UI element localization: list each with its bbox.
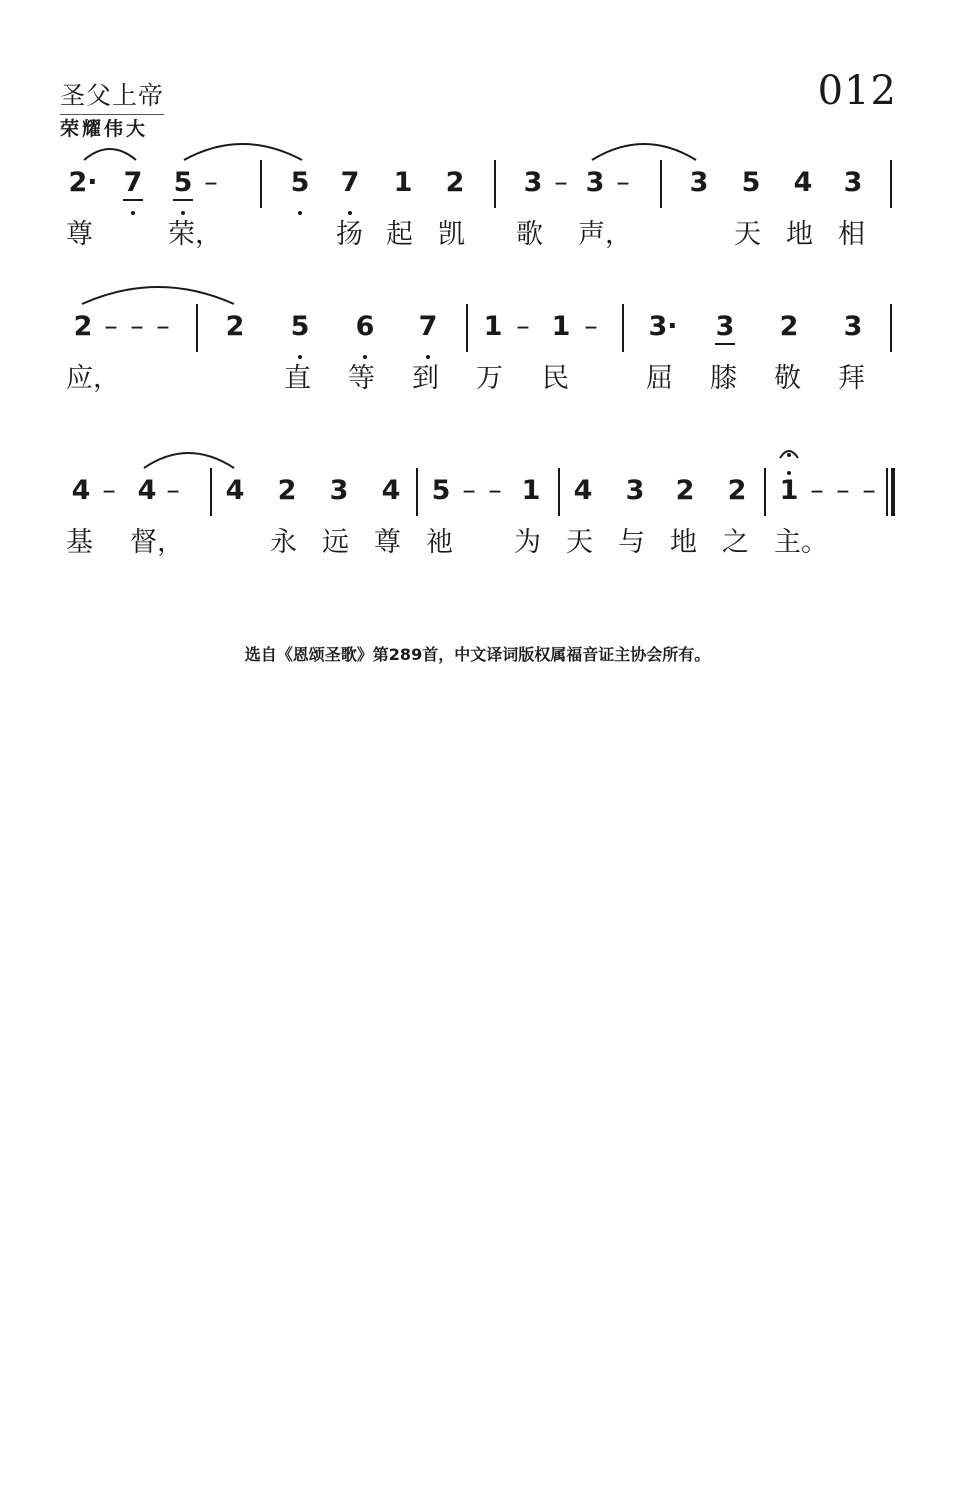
lyric: 地: [786, 219, 813, 250]
note: 1: [393, 167, 413, 198]
note: 4: [137, 475, 157, 506]
lyric: 荣，: [168, 219, 222, 250]
lyric: 与: [618, 527, 645, 558]
note: 4: [225, 475, 245, 506]
note-dash: –: [166, 475, 180, 506]
barline: [494, 160, 496, 208]
lyric: 天: [566, 527, 593, 558]
note: 6: [350, 312, 380, 342]
note-dash: –: [104, 311, 118, 342]
lyric: 屈: [646, 363, 673, 394]
note-dash: –: [554, 167, 568, 198]
note-dash: –: [862, 475, 876, 506]
note-dash: –: [130, 311, 144, 342]
lyric: 扬: [336, 219, 363, 250]
barline: [210, 468, 212, 516]
lyric: 为: [514, 527, 541, 558]
lyric: 主。: [774, 527, 828, 558]
lyric: 永: [270, 527, 297, 558]
note: 5: [741, 167, 761, 198]
slur: [78, 278, 240, 308]
note: 1: [551, 311, 571, 342]
lyric: 歌: [516, 219, 543, 250]
note-dash: –: [584, 311, 598, 342]
note: 2: [225, 311, 245, 342]
lyric: 民: [542, 363, 569, 394]
lyric: 敬: [774, 363, 801, 394]
lyric: 等: [348, 363, 375, 394]
note: 4: [573, 475, 593, 506]
note-dash: –: [204, 167, 218, 198]
lyric: 天: [734, 219, 761, 250]
note: 3: [843, 311, 863, 342]
barline: [890, 304, 892, 352]
page-number: 012: [817, 68, 897, 114]
note: 3: [689, 167, 709, 198]
barline: [764, 468, 766, 516]
lyric: 凯: [438, 219, 465, 250]
score-system-2: [0, 312, 955, 432]
score-system-3: [0, 476, 955, 596]
lyric: 尊: [66, 219, 93, 250]
note: 5: [431, 475, 451, 506]
barline: [260, 160, 262, 208]
final-barline: [891, 468, 895, 516]
note-dash: –: [516, 311, 530, 342]
slur: [140, 442, 240, 472]
note: 4: [71, 475, 91, 506]
lyric: 督，: [130, 527, 184, 558]
lyric: 直: [284, 363, 311, 394]
note: 2: [727, 475, 747, 506]
slur: [588, 134, 703, 164]
barline: [416, 468, 418, 516]
note: 4: [381, 475, 401, 506]
note: 3: [710, 312, 740, 342]
barline: [622, 304, 624, 352]
lyric: 膝: [710, 363, 737, 394]
note: 3·: [648, 311, 678, 342]
barline: [196, 304, 198, 352]
note: 2: [675, 475, 695, 506]
final-barline: [886, 468, 888, 516]
lyric: 地: [670, 527, 697, 558]
note: 1: [521, 475, 541, 506]
note: 2: [73, 311, 93, 342]
note: 3: [329, 475, 349, 506]
note: 2: [277, 475, 297, 506]
note: 3: [843, 167, 863, 198]
note: 3: [585, 167, 605, 198]
fermata-icon: [778, 444, 800, 460]
note-dash: –: [836, 475, 850, 506]
barline: [558, 468, 560, 516]
note: 5: [285, 312, 315, 342]
note-dash: –: [462, 475, 476, 506]
lyric: 基: [66, 527, 93, 558]
note: 1: [483, 311, 503, 342]
hymn-category: 圣父上帝: [60, 76, 164, 115]
barline: [890, 160, 892, 208]
note: 3: [625, 475, 645, 506]
note: 1: [774, 476, 804, 506]
barline: [466, 304, 468, 352]
lyric: 起: [386, 219, 413, 250]
note: 2: [779, 311, 799, 342]
source-note: 选自《恩颂圣歌》第289首，中文译词版权属福音证主协会所有。: [244, 645, 711, 664]
lyric: 到: [412, 363, 439, 394]
note: 5: [285, 168, 315, 198]
note: 7: [335, 168, 365, 198]
note: 2·: [68, 167, 98, 198]
slur: [80, 134, 140, 164]
hymn-subcategory: 荣耀伟大: [60, 118, 149, 140]
lyric: 尊: [374, 527, 401, 558]
lyric: 声，: [578, 219, 632, 250]
note-dash: –: [616, 167, 630, 198]
score-system-1: [0, 168, 955, 288]
note-dash: –: [488, 475, 502, 506]
note: 4: [793, 167, 813, 198]
lyric: 应，: [66, 363, 120, 394]
note: 7: [118, 168, 148, 198]
slur: [180, 134, 310, 164]
barline: [660, 160, 662, 208]
lyric: 祂: [426, 527, 453, 558]
lyric: 拜: [838, 363, 865, 394]
note-dash: –: [156, 311, 170, 342]
note: 2: [445, 167, 465, 198]
note-dash: –: [102, 475, 116, 506]
lyric: 相: [838, 219, 865, 250]
lyric: 万: [476, 363, 503, 394]
lyric: 之: [722, 527, 749, 558]
note: 7: [413, 312, 443, 342]
note: 3: [523, 167, 543, 198]
lyric: 远: [322, 527, 349, 558]
note-dash: –: [810, 475, 824, 506]
note: 5: [168, 168, 198, 198]
